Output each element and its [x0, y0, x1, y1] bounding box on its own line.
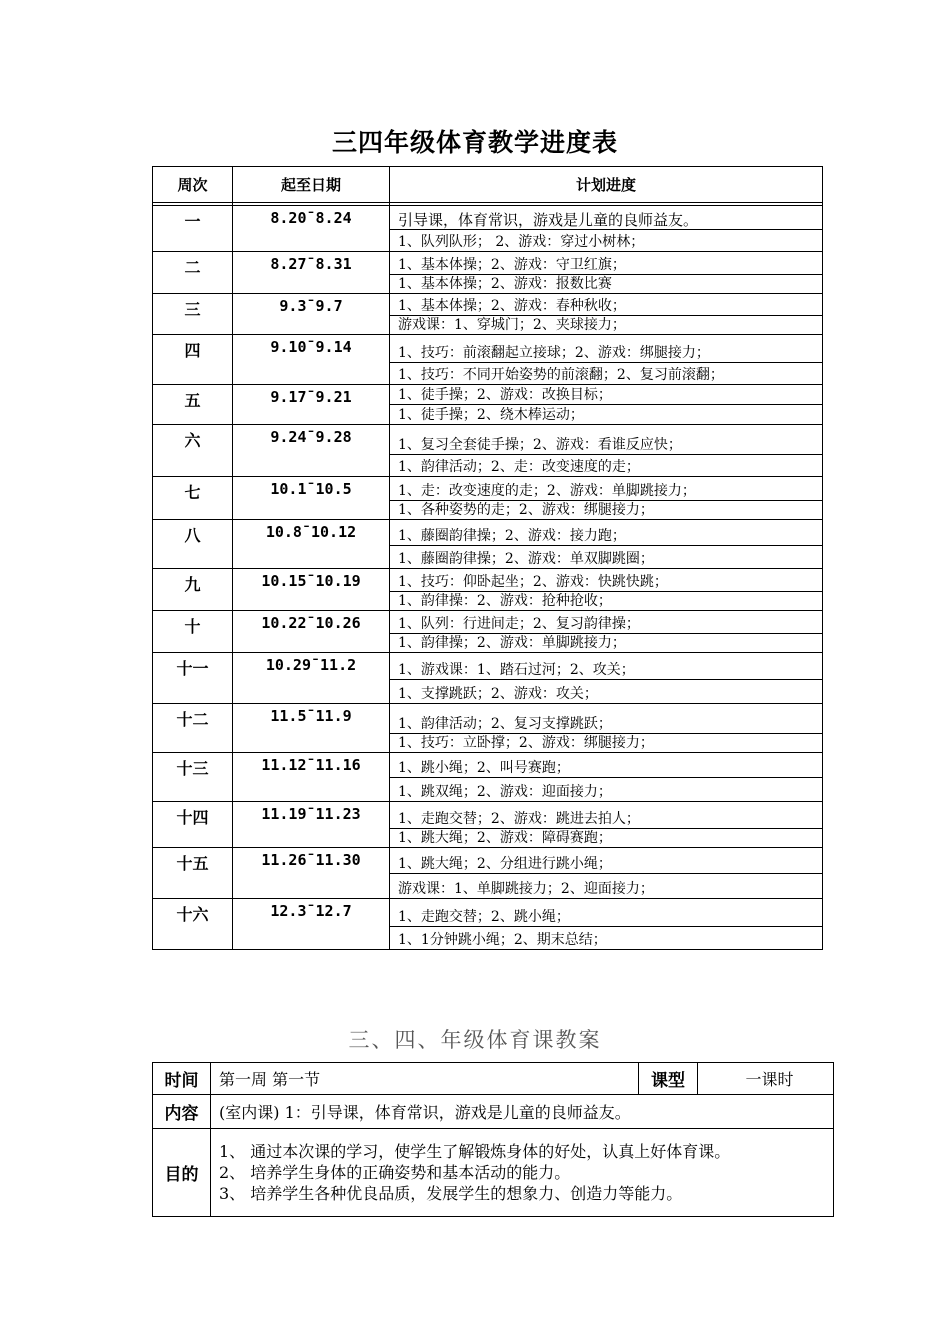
week-cell: 十六 [153, 899, 233, 950]
plan-cell: 1、跳双绳；2、游戏：迎面接力； [390, 778, 823, 802]
schedule-row [153, 335, 823, 363]
date-range-cell: 9.10¯9.14 [233, 335, 390, 385]
date-range-cell: 11.12¯11.16 [233, 753, 390, 802]
plan-cell: 1、技巧：前滚翻起立接球；2、游戏：绑腿接力； [390, 335, 823, 363]
schedule-row [153, 520, 823, 546]
plan-cell: 1、支撑跳跃；2、游戏：攻关； [390, 680, 823, 704]
date-range-cell: 11.5¯11.9 [233, 704, 390, 753]
schedule-row [153, 252, 823, 275]
date-range-cell: 9.17¯9.21 [233, 385, 390, 425]
plan-cell: 1、跳大绳；2、分组进行跳小绳； [390, 848, 823, 874]
date-range-cell: 8.27¯8.31 [233, 252, 390, 294]
plan-cell: 1、徒手操；2、绕木棒运动； [390, 405, 823, 425]
week-cell: 十一 [153, 653, 233, 704]
week-cell: 一 [153, 206, 233, 252]
plan-cell: 游戏课：1、穿城门；2、夹球接力； [390, 316, 823, 335]
schedule-row [153, 899, 823, 927]
date-range-cell: 10.22¯10.26 [233, 611, 390, 653]
date-range-cell: 11.19¯11.23 [233, 802, 390, 848]
plan-cell: 1、韵律操；2、游戏：单脚跳接力； [390, 634, 823, 653]
lesson-content-row [153, 1095, 834, 1129]
plan-cell: 1、队列队形； 2、游戏：穿过小树林； [390, 230, 823, 252]
schedule-row [153, 385, 823, 405]
header-dates: 起至日期 [233, 167, 390, 203]
schedule-header-row [153, 167, 823, 203]
schedule-row [153, 704, 823, 734]
plan-cell: 1、游戏课：1、踏石过河；2、攻关； [390, 653, 823, 680]
plan-cell: 1、藤圈韵律操；2、游戏：接力跑； [390, 520, 823, 546]
week-cell: 十二 [153, 704, 233, 753]
date-range-cell: 9.3¯9.7 [233, 294, 390, 335]
week-cell: 八 [153, 520, 233, 569]
schedule-row [153, 753, 823, 778]
plan-cell: 1、走跑交替；2、跳小绳； [390, 899, 823, 927]
plan-cell: 1、基本体操；2、游戏：春种秋收； [390, 294, 823, 316]
date-range-cell: 8.20¯8.24 [233, 206, 390, 252]
date-range-cell: 9.24¯9.28 [233, 425, 390, 477]
type-label: 课型 [639, 1063, 698, 1095]
week-cell: 十三 [153, 753, 233, 802]
week-cell: 二 [153, 252, 233, 294]
plan-cell: 1、韵律活动；2、复习支撑跳跃； [390, 704, 823, 734]
week-cell: 十五 [153, 848, 233, 899]
plan-cell: 1、徒手操；2、游戏：改换目标； [390, 385, 823, 405]
type-value: 一课时 [698, 1063, 834, 1095]
schedule-row [153, 569, 823, 592]
schedule-row [153, 611, 823, 634]
schedule-row [153, 206, 823, 230]
schedule-row [153, 802, 823, 829]
plan-cell: 1、技巧：立卧撑；2、游戏：绑腿接力； [390, 734, 823, 753]
time-label: 时间 [153, 1063, 211, 1095]
date-range-cell: 10.29¯11.2 [233, 653, 390, 704]
plan-cell: 游戏课：1、单脚跳接力；2、迎面接力； [390, 874, 823, 899]
plan-cell: 引导课，体育常识，游戏是儿童的良师益友。 [390, 206, 823, 230]
header-week: 周次 [153, 167, 233, 203]
plan-cell: 1、基本体操；2、游戏：报数比赛 [390, 275, 823, 294]
goal-label: 目的 [153, 1129, 211, 1217]
schedule-table [152, 166, 823, 950]
plan-cell: 1、基本体操；2、游戏：守卫红旗； [390, 252, 823, 275]
plan-cell: 1、复习全套徒手操；2、游戏：看谁反应快； [390, 425, 823, 455]
goal-item: 3、 培养学生各种优良品质，发展学生的想象力、创造力等能力。 [219, 1184, 683, 1203]
goal-item: 2、 培养学生身体的正确姿势和基本活动的能力。 [219, 1163, 571, 1182]
lesson-goal-row [153, 1129, 834, 1217]
plan-cell: 1、韵律活动；2、走：改变速度的走； [390, 455, 823, 477]
schedule-row [153, 848, 823, 874]
plan-cell: 1、藤圈韵律操；2、游戏：单双脚跳圈； [390, 546, 823, 569]
date-range-cell: 11.26¯11.30 [233, 848, 390, 899]
plan-cell: 1、跳大绳；2、游戏：障碍赛跑； [390, 829, 823, 848]
plan-cell: 1、1分钟跳小绳；2、期末总结； [390, 927, 823, 950]
header-plan: 计划进度 [390, 167, 823, 203]
date-range-cell: 10.15¯10.19 [233, 569, 390, 611]
plan-cell: 1、韵律操：2、游戏：抢种抢收； [390, 592, 823, 611]
week-cell: 九 [153, 569, 233, 611]
plan-cell: 1、走跑交替；2、游戏：跳进去拍人； [390, 802, 823, 829]
lesson-plan-title: 三、四、年级体育课教案 [348, 1028, 602, 1052]
week-cell: 四 [153, 335, 233, 385]
schedule-row [153, 294, 823, 316]
schedule-title: 三四年级体育教学进度表 [331, 128, 618, 157]
goal-item: 1、 通过本次课的学习，使学生了解锻炼身体的好处，认真上好体育课。 [219, 1142, 731, 1161]
date-range-cell: 10.8¯10.12 [233, 520, 390, 569]
week-cell: 十四 [153, 802, 233, 848]
plan-cell: 1、走：改变速度的走；2、游戏：单脚跳接力； [390, 477, 823, 501]
plan-cell: 1、技巧：不同开始姿势的前滚翻；2、复习前滚翻； [390, 363, 823, 385]
schedule-row [153, 425, 823, 455]
week-cell: 五 [153, 385, 233, 425]
lesson-time-row [153, 1063, 834, 1095]
time-value: 第一周 第一节 [211, 1063, 639, 1095]
plan-cell: 1、队列：行进间走；2、复习韵律操； [390, 611, 823, 634]
goal-list [211, 1129, 834, 1217]
schedule-row [153, 477, 823, 501]
date-range-cell: 10.1¯10.5 [233, 477, 390, 520]
week-cell: 三 [153, 294, 233, 335]
plan-cell: 1、跳小绳；2、叫号赛跑； [390, 753, 823, 778]
lesson-plan-table [152, 1062, 834, 1217]
schedule-body [153, 206, 823, 950]
plan-cell: 1、技巧：仰卧起坐；2、游戏：快跳快跳； [390, 569, 823, 592]
schedule-row [153, 653, 823, 680]
week-cell: 六 [153, 425, 233, 477]
week-cell: 十 [153, 611, 233, 653]
plan-cell: 1、各种姿势的走；2、游戏：绑腿接力； [390, 501, 823, 520]
date-range-cell: 12.3¯12.7 [233, 899, 390, 950]
week-cell: 七 [153, 477, 233, 520]
content-value: (室内课) 1：引导课，体育常识，游戏是儿童的良师益友。 [211, 1095, 834, 1129]
content-label: 内容 [153, 1095, 211, 1129]
